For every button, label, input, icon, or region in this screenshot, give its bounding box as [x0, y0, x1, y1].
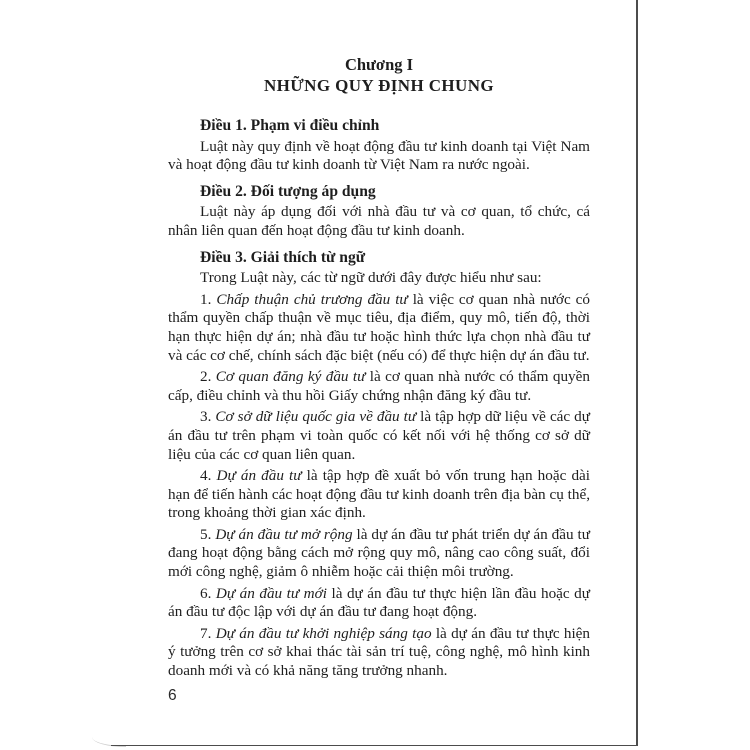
page-bottom-edge-line — [111, 745, 637, 747]
definition-number: 1. — [200, 290, 217, 308]
chapter-title: NHỮNG QUY ĐỊNH CHUNG — [263, 76, 495, 95]
definition-term: Dự án đầu tư mở rộng — [215, 525, 353, 543]
definition-item-7 — [168, 625, 590, 681]
definition-number: 5. — [200, 525, 216, 543]
definition-item-6 — [168, 585, 590, 622]
definition-item-5 — [168, 526, 590, 582]
definition-term: Cơ sở dữ liệu quốc gia về đầu tư — [215, 408, 417, 426]
definition-item-1 — [168, 291, 590, 365]
definition-text: là tập hợp đề xuất bỏ vốn trung hạn hoặc dài hạn để tiến hành các hoạt động đầu tư kinh doanh trên địa bàn cụ thể, trong khoảng thời gian xác định. — [168, 467, 591, 522]
definition-text: là dự án đầu tư thực hiện ý tưởng trên cơ sở khai thác tài sản trí tuệ, công nghệ, mô hình kinh doanh mới và có khả năng tăng trưởng nhanh. — [168, 624, 591, 680]
definition-term: Dự án đầu tư — [216, 467, 302, 485]
definition-item-3 — [168, 408, 590, 464]
definition-term: Dự án đầu tư khởi nghiệp sáng tạo — [215, 624, 432, 642]
definition-term: Cơ quan đăng ký đầu tư — [215, 368, 366, 386]
page-number: 6 — [168, 687, 177, 704]
article-2-body: Luật này áp dụng đối với nhà đầu tư và cơ quan, tổ chức, cá nhân liên quan đến hoạt động đầu tư kinh doanh. — [168, 203, 590, 239]
definition-term: Dự án đầu tư mới — [215, 584, 327, 602]
definition-text: là tập hợp dữ liệu về các dự án đầu tư trên phạm vi toàn quốc có kết nối với hệ thống cơ sở dữ liệu của các cơ quan liên quan. — [168, 408, 591, 463]
article-3-heading: Điều 3. Giải thích từ ngữ — [200, 248, 366, 266]
definition-term: Chấp thuận chủ trương đầu tư — [216, 290, 408, 308]
definition-text: là dự án đầu tư thực hiện lần đầu hoặc dự án đầu tư độc lập với dự án đầu tư đang hoạt động. — [168, 584, 590, 621]
definition-number: 2. — [200, 368, 216, 386]
page-right-edge-line — [636, 0, 638, 746]
definition-number: 3. — [200, 408, 216, 426]
definition-number: 4. — [200, 467, 217, 485]
article-3-intro: Trong Luật này, các từ ngữ dưới đây được hiểu như sau: — [200, 269, 542, 287]
article-1-heading: Điều 1. Phạm vi điều chỉnh — [200, 117, 380, 134]
article-2-heading: Điều 2. Đối tượng áp dụng — [200, 182, 376, 200]
page-text-column — [168, 54, 590, 681]
definition-number: 6. — [200, 584, 216, 602]
chapter-heading — [168, 54, 590, 97]
definition-number: 7. — [200, 624, 216, 642]
definition-text: là dự án đầu tư phát triển dự án đầu tư đang hoạt động bằng cách mở rộng quy mô, nâng cao công suất, đổi mới công nghệ, giảm ô nhiễm hoặc cải thiện môi trường. — [168, 525, 590, 581]
chapter-label: Chương I — [344, 55, 414, 74]
definition-item-4 — [168, 467, 590, 523]
definition-item-2 — [168, 368, 590, 405]
definition-text: là cơ quan nhà nước có thẩm quyền cấp, điều chỉnh và thu hồi Giấy chứng nhận đăng ký đầu tư. — [168, 368, 590, 404]
definition-text: là việc cơ quan nhà nước có thẩm quyền chấp thuận về mục tiêu, địa điểm, quy mô, tiến độ, thời hạn thực hiện dự án; nhà đầu tư hoặc hình thức lựa chọn nhà đầu tư và các cơ chế, chính sách đặc biệt (nếu có) để thực hiện dự án đầu tư. — [168, 290, 590, 364]
article-1-body: Luật này quy định về hoạt động đầu tư kinh doanh tại Việt Nam và hoạt động đầu tư kinh doanh từ Việt Nam ra nước ngoài. — [168, 137, 590, 174]
